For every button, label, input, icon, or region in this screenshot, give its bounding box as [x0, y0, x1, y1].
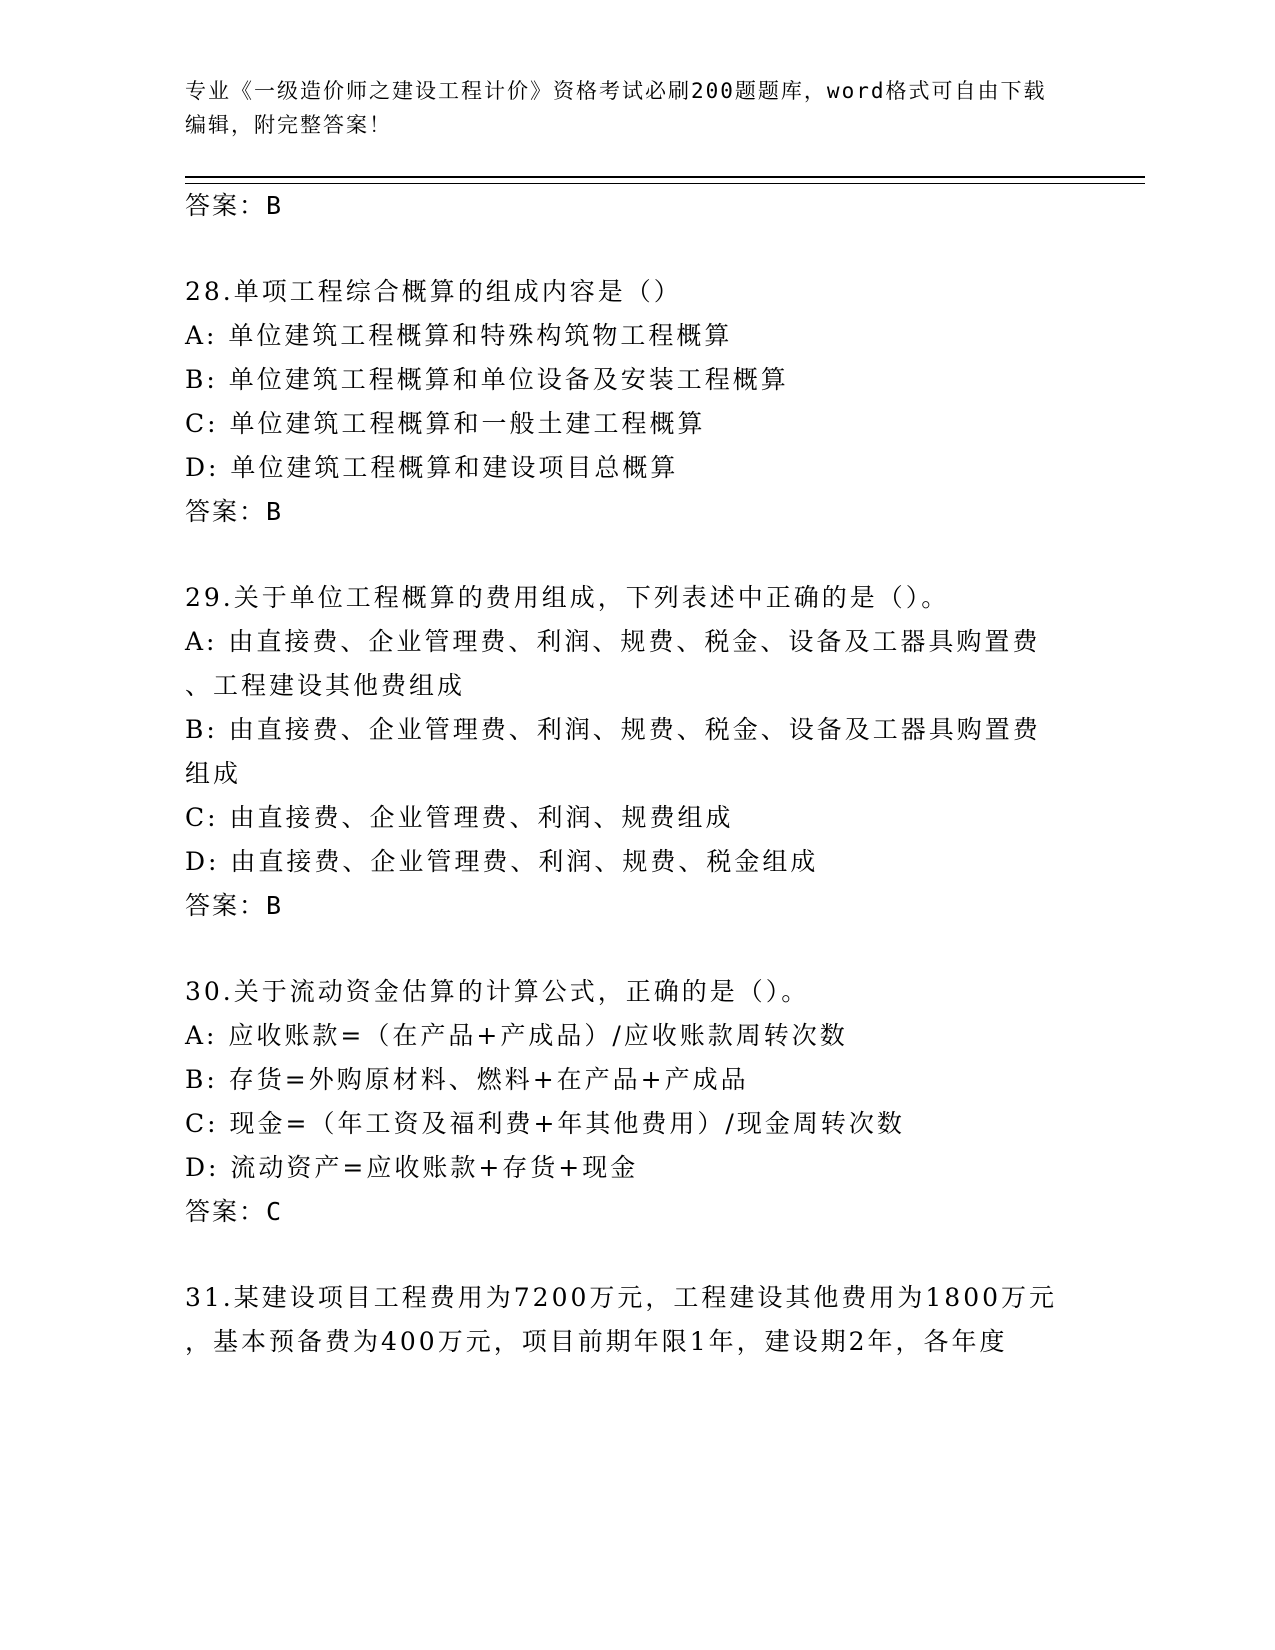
answer-label: 答案： [185, 191, 267, 220]
question-option: D: 单位建筑工程概算和建设项目总概算 [185, 453, 679, 482]
question-option: C: 单位建筑工程概算和一般土建工程概算 [185, 409, 706, 438]
answer-label: 答案： [185, 891, 267, 920]
answer-value: B [266, 891, 284, 920]
question-option: A: 由直接费、企业管理费、利润、规费、税金、设备及工器具购置费 [185, 627, 1041, 656]
answer-label: 答案： [185, 497, 267, 526]
question-option-continuation: 组成 [185, 759, 242, 788]
question-option: A: 应收账款=（在产品+产成品）/应收账款周转次数 [185, 1021, 848, 1050]
question-stem: 30.关于流动资金估算的计算公式，正确的是（）。 [185, 977, 810, 1006]
question-option: A: 单位建筑工程概算和特殊构筑物工程概算 [185, 321, 733, 350]
answer-line [185, 1192, 283, 1228]
question-option-continuation: 、工程建设其他费组成 [185, 671, 466, 700]
answer-line [185, 186, 283, 222]
answer-label: 答案： [185, 1197, 267, 1226]
answer-value: C [266, 1197, 284, 1226]
question-option: C: 现金=（年工资及福利费+年其他费用）/现金周转次数 [185, 1109, 905, 1138]
question-option: D: 流动资产=应收账款+存货+现金 [185, 1153, 639, 1182]
question-stem: 28.单项工程综合概算的组成内容是（） [185, 277, 682, 306]
answer-line [185, 492, 283, 528]
question-option: D: 由直接费、企业管理费、利润、规费、税金组成 [185, 847, 819, 876]
question-stem: 29.关于单位工程概算的费用组成，下列表述中正确的是（）。 [185, 583, 950, 612]
answer-value: B [266, 497, 284, 526]
question-option: B: 存货=外购原材料、燃料+在产品+产成品 [185, 1065, 749, 1094]
question-option: C: 由直接费、企业管理费、利润、规费组成 [185, 803, 734, 832]
answer-value: B [266, 191, 284, 220]
question-option: B: 由直接费、企业管理费、利润、规费、税金、设备及工器具购置费 [185, 715, 1041, 744]
answer-line [185, 886, 283, 922]
question-option: B: 单位建筑工程概算和单位设备及安装工程概算 [185, 365, 789, 394]
page-header-text: 专业《一级造价师之建设工程计价》资格考试必刷200题题库，word格式可自由下载编辑，附完整答案！ [185, 79, 1047, 137]
header-divider [185, 176, 1145, 184]
question-stem-continuation: ，基本预备费为400万元，项目前期年限1年，建设期2年，各年度 [185, 1327, 1008, 1356]
question-stem: 31.某建设项目工程费用为7200万元，工程建设其他费用为1800万元 [185, 1283, 1058, 1312]
